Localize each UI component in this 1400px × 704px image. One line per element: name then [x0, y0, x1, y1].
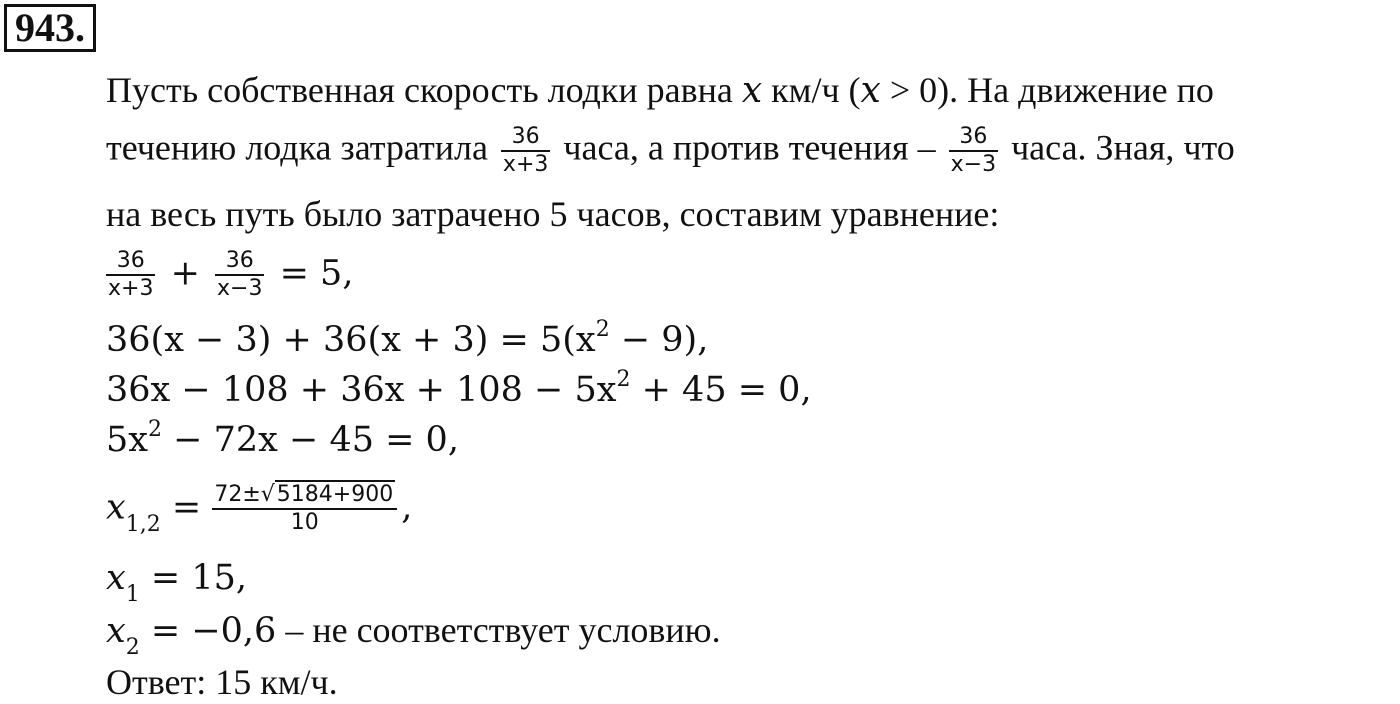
fraction-denominator: 10 [290, 510, 319, 535]
exponent: 2 [595, 317, 610, 343]
disc-prefix: 72±√ [214, 482, 275, 507]
eq7-note: – не соответствует условию. [276, 610, 721, 650]
eq2-end: − 9), [609, 320, 709, 360]
eq6-end: = 15, [139, 558, 247, 598]
subscript: 2 [125, 635, 140, 660]
text-l1d: > 0). На движение по [880, 70, 1214, 110]
eq7-value: = −0,6 [139, 611, 277, 651]
equals-five: = 5, [268, 253, 354, 294]
eq4-lhs: 5x [106, 420, 149, 460]
eq3-end: + 45 = 0, [630, 370, 812, 410]
problem-number-badge: 943. [4, 4, 96, 52]
text-l2c: часа. Зная, что [1002, 127, 1235, 168]
exponent: 2 [616, 367, 631, 393]
subscript: 1,2 [125, 511, 161, 537]
fraction-quadratic-formula [212, 482, 397, 536]
sqrt-radicand: 5184+900 [276, 482, 394, 507]
fraction-denominator: x−3 [950, 152, 997, 177]
fraction-numerator: 36 [959, 124, 988, 149]
equation-3 [106, 368, 812, 412]
text-l2a: течению лодка затратила [106, 127, 497, 168]
subscript: 1 [125, 582, 140, 607]
fraction-term-1 [106, 248, 155, 302]
eq4-end: − 72x − 45 = 0, [162, 420, 459, 460]
equation-5 [106, 482, 412, 536]
exponent: 2 [148, 417, 163, 443]
fraction-numerator: 36 [511, 124, 540, 149]
fraction-term-2 [215, 248, 264, 302]
text-line-3: на весь путь было затрачено 5 часов, составим уравнение: [106, 194, 1000, 234]
fraction-numerator: 36 [116, 248, 145, 273]
equation-2 [106, 318, 708, 362]
fraction-denominator: x−3 [217, 276, 263, 301]
plus-sign: + [159, 253, 212, 294]
fraction-denominator: x+3 [502, 152, 549, 177]
equation-4 [106, 418, 459, 462]
text-l2b: часа, а против течения – [554, 127, 945, 168]
fraction-denominator: x+3 [108, 276, 154, 301]
text-line-2 [106, 124, 1235, 178]
fraction-numerator [212, 482, 397, 508]
equation-6 [106, 556, 247, 607]
equation-1 [106, 248, 353, 302]
text-l1b: км/ч ( [762, 70, 861, 110]
comma: , [401, 487, 413, 528]
text-l1a: Пусть собственная скорость лодки равна [106, 70, 742, 110]
eq2-lhs: 36(x − 3) + 36(x + 3) = 5(x [106, 320, 596, 360]
var-x: x [106, 611, 126, 651]
var-x: x [106, 558, 126, 598]
fraction-upstream [949, 124, 998, 178]
text-line-1 [106, 68, 1214, 113]
var-x: x [106, 487, 126, 528]
fraction-downstream [501, 124, 550, 178]
answer-line: Ответ: 15 км/ч. [106, 662, 338, 702]
equation-7 [106, 608, 721, 660]
var-x: x [860, 70, 881, 111]
var-x: x [741, 70, 763, 111]
fraction-numerator: 36 [225, 248, 254, 273]
equals-sign: = [160, 487, 213, 528]
eq3-lhs: 36x − 108 + 36x + 108 − 5x [106, 370, 617, 410]
